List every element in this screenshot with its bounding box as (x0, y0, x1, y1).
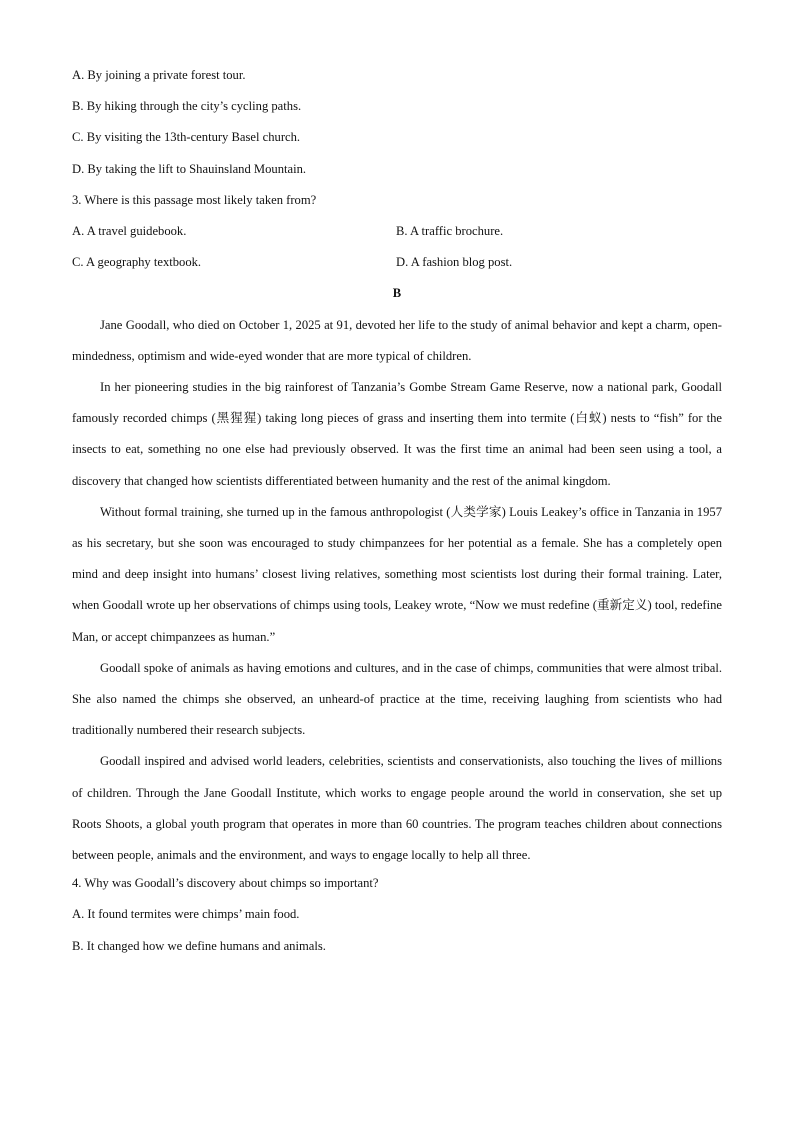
passage-b (72, 310, 722, 872)
passage-paragraph-3: Without formal training, she turned up in the famous anthropologist (人类学家) Louis Leakey’s office in Tanzania in 1957 as his secretary, but she soon was encouraged to study chimpanzees for her potential as a female. She has a completely open mind and deep insight into humans’ closest living relatives, something most scientists lost during their formal training. Later, when Goodall wrote up her observations of chimps using tools, Leakey wrote, “Now we must redefine (重新定义) tool, redefine Man, or accept chimpanzees as human.” (72, 504, 722, 644)
option-b: B. A traffic brochure. (396, 223, 504, 238)
option-b: B. By hiking through the city’s cycling paths. (72, 99, 302, 114)
option-a: A. It found termites were chimps’ main food. (72, 907, 300, 922)
question-3 (72, 189, 722, 283)
question-3-text: 3. Where is this passage most likely taken from? (72, 192, 317, 207)
passage-paragraph-4: Goodall spoke of animals as having emotions and cultures, and in the case of chimps, communities that were almost tribal. She also named the chimps she observed, an unheard-of practice at the time, receiving laughing from scientists who had traditionally numbered their research subjects. (72, 660, 722, 738)
option-a: A. By joining a private forest tour. (72, 68, 246, 82)
option-c: C. By visiting the 13th-century Basel church. (72, 130, 301, 145)
question-2-options (72, 64, 722, 189)
question-4 (72, 872, 722, 966)
option-d: D. By taking the lift to Shauinsland Mountain. (72, 161, 307, 176)
passage-paragraph-5: Goodall inspired and advised world leaders, celebrities, scientists and conservationists, also touching the lives of millions of children. Through the Jane Goodall Institute, which works to engage people around the world in conservation, she set up Roots Shoots, a global youth program that operates in more than 60 countries. The program teaches children about connections between people, animals and the environment, and ways to engage locally to help all three. (72, 754, 722, 862)
option-b: B. It changed how we define humans and animals. (72, 938, 326, 953)
question-3-options-row-1 (72, 220, 722, 251)
passage-paragraph-1: Jane Goodall, who died on October 1, 2025 at 91, devoted her life to the study of animal behavior and kept a charm, open-mindedness, optimism and wide-eyed wonder that are more typical of children. (72, 317, 722, 363)
question-4-text: 4. Why was Goodall’s discovery about chimps so important? (72, 876, 379, 891)
option-d: D. A fashion blog post. (396, 255, 513, 270)
section-b-heading: B (392, 286, 402, 301)
worksheet-page (72, 64, 722, 966)
question-3-options-row-2 (72, 251, 722, 282)
option-a: A. A travel guidebook. (72, 223, 187, 238)
passage-paragraph-2: In her pioneering studies in the big rainforest of Tanzania’s Gombe Stream Game Reserve, now a national park, Goodall famously recorded chimps (黑猩猩) taking long pieces of grass and inserting them into termite (白蚁) nests to “fish” for the insects to eat, something no one else had previously observed. It was the first time an animal had been seen using a tool, a discovery that changed how scientists differentiated between humanity and the rest of the animal kingdom. (72, 379, 722, 488)
option-c: C. A geography textbook. (72, 255, 202, 270)
